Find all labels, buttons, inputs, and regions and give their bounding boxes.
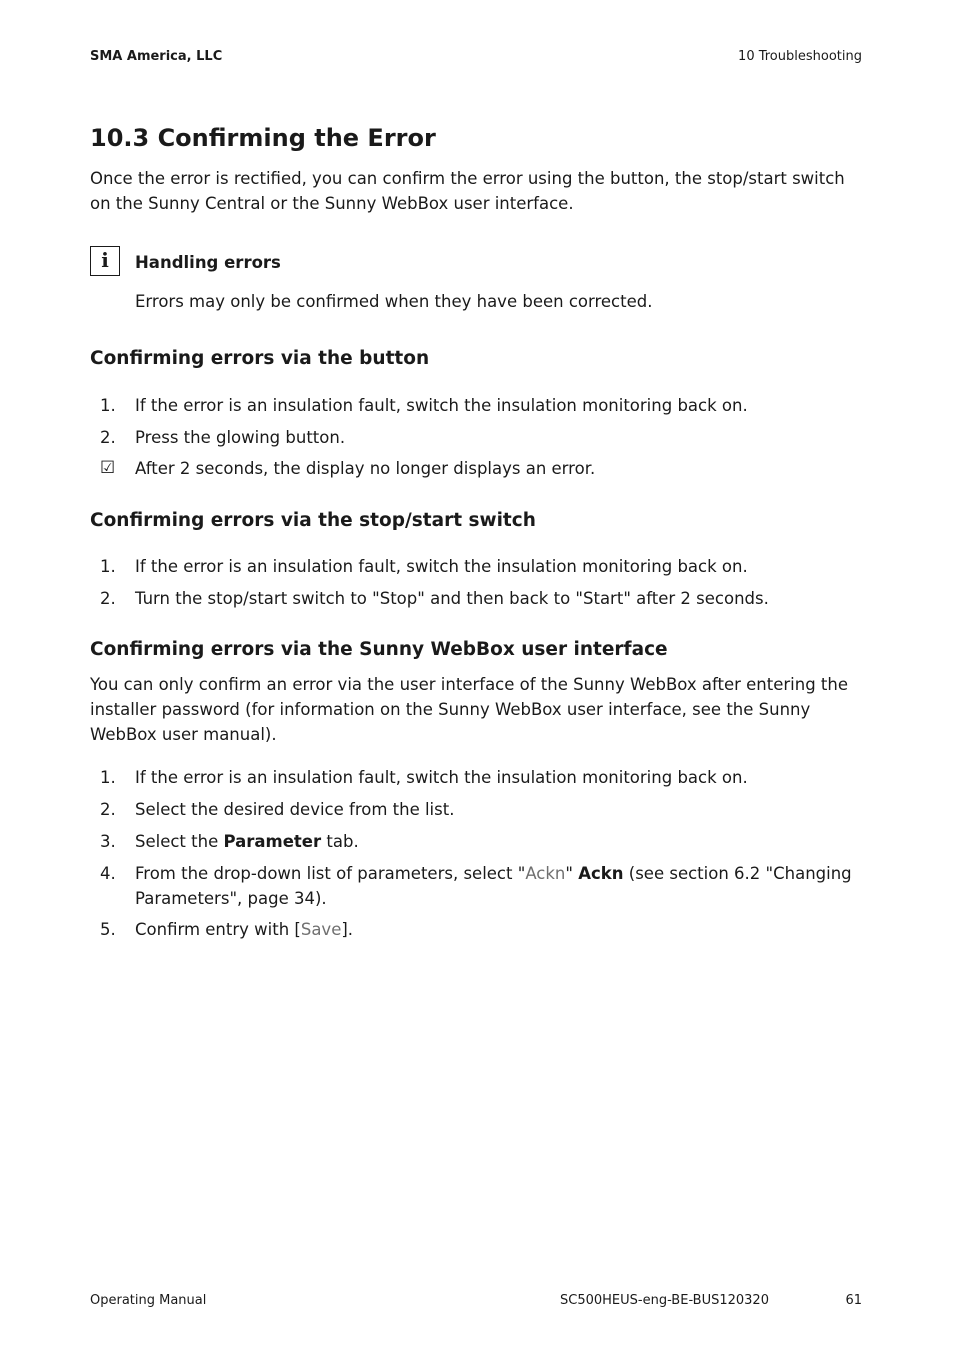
note-title: Handling errors	[135, 253, 281, 272]
ackn-parameter-label: Ackn	[578, 864, 624, 883]
step-number: 2.	[100, 428, 116, 447]
step-text-post: tab.	[321, 832, 359, 851]
step-text-post-line2: Parameters", page 34).	[135, 889, 327, 908]
switch-section-heading: Confirming errors via the stop/start switch	[90, 510, 536, 531]
result-text: After 2 seconds, the display no longer displays an error.	[135, 459, 596, 478]
step-text-pre: Select the	[135, 832, 224, 851]
step-text-post: (see section 6.2 "Changing	[623, 864, 852, 883]
header-chapter: 10 Troubleshooting	[738, 49, 862, 64]
step-number: 1.	[100, 768, 116, 787]
step-text-post: ].	[341, 920, 354, 939]
step-text-mid: "	[565, 864, 579, 883]
step-text	[135, 829, 865, 854]
step-number: 1.	[100, 396, 116, 415]
step-text: If the error is an insulation fault, switch the insulation monitoring back on.	[135, 396, 748, 415]
footer-page-number: 61	[845, 1293, 862, 1308]
step-number: 2.	[100, 800, 116, 819]
step-text: If the error is an insulation fault, switch the insulation monitoring back on.	[135, 557, 748, 576]
checkbox-result-icon: ☑	[100, 458, 116, 478]
section-intro: Once the error is rectified, you can confirm the error using the button, the stop/start switch on the Sunny Central or the Sunny WebBox user interface.	[90, 169, 845, 213]
header-company: SMA America, LLC	[90, 49, 223, 64]
step-text-pre: Confirm entry with [	[135, 920, 301, 939]
section-title: 10.3 Confirming the Error	[90, 124, 436, 152]
step-text	[135, 917, 865, 942]
parameter-tab-label: Parameter	[223, 832, 322, 851]
step-number: 3.	[100, 832, 116, 851]
ackn-ui-label: Ackn	[525, 864, 566, 883]
footer-doc-type: Operating Manual	[90, 1293, 207, 1308]
save-ui-label: Save	[300, 920, 342, 939]
webbox-section-heading: Confirming errors via the Sunny WebBox user interface	[90, 639, 668, 660]
footer-doc-code: SC500HEUS-eng-BE-BUS120320	[560, 1293, 769, 1308]
info-icon: i	[90, 246, 120, 276]
step-text: If the error is an insulation fault, switch the insulation monitoring back on.	[135, 768, 748, 787]
step-number: 5.	[100, 920, 116, 939]
step-text: Turn the stop/start switch to "Stop" and then back to "Start" after 2 seconds.	[135, 589, 769, 608]
step-text: Press the glowing button.	[135, 428, 346, 447]
step-number: 2.	[100, 589, 116, 608]
step-text: Select the desired device from the list.	[135, 800, 455, 819]
button-section-heading: Confirming errors via the button	[90, 348, 430, 369]
step-number: 4.	[100, 864, 116, 883]
webbox-intro: You can only confirm an error via the user interface of the Sunny WebBox after entering the installer password (for information on the Sunny WebBox user interface, see the Sunny WebBox user manual).	[90, 675, 848, 744]
step-text	[135, 861, 865, 911]
step-text-pre: From the drop-down list of parameters, select "	[135, 864, 526, 883]
note-text: Errors may only be confirmed when they have been corrected.	[135, 292, 653, 311]
step-number: 1.	[100, 557, 116, 576]
